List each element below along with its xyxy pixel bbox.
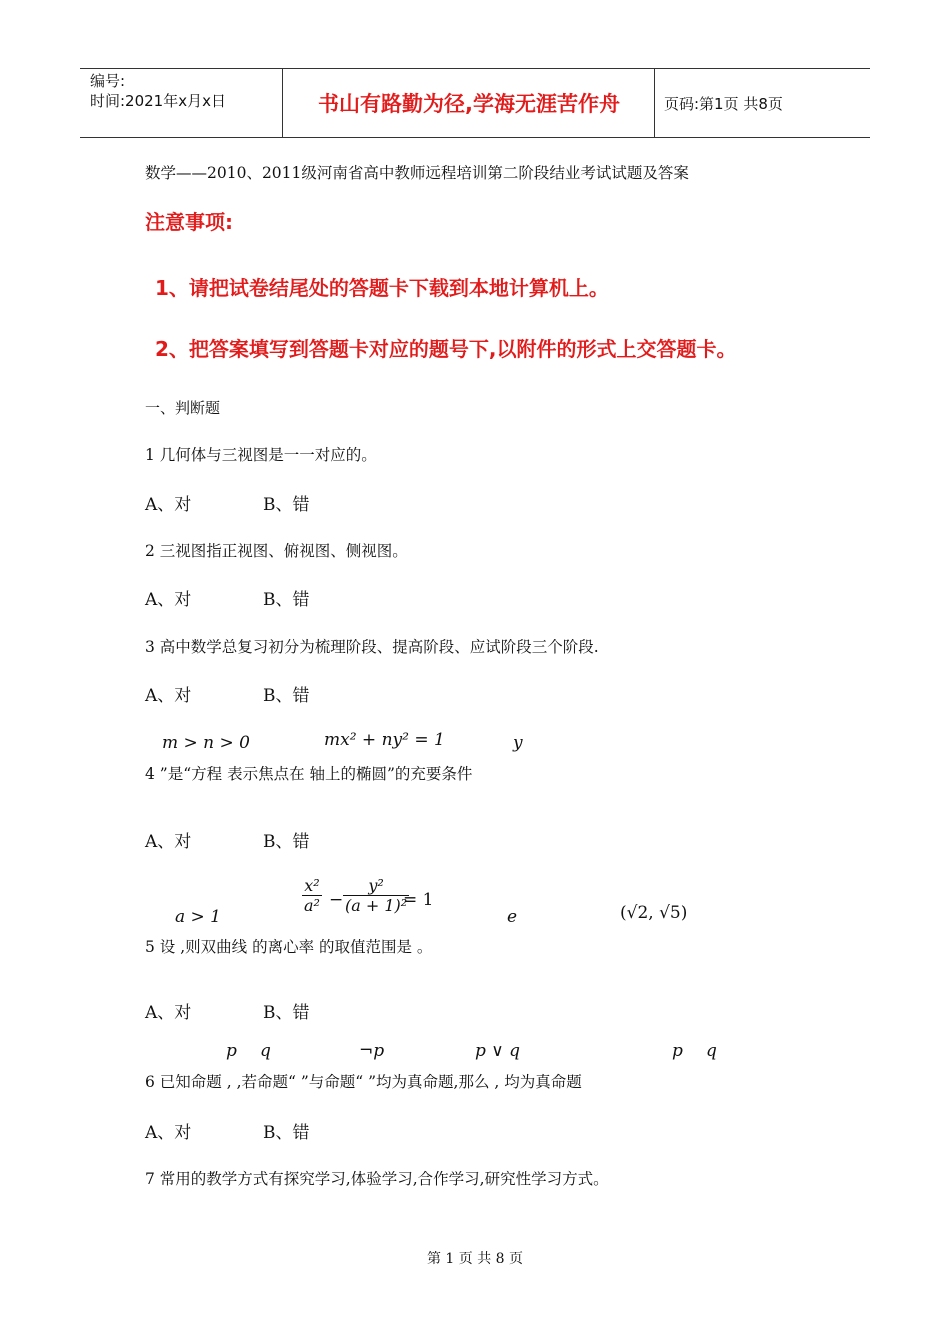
- header-table: [80, 68, 870, 138]
- q6-option-b: B、错: [263, 1123, 310, 1143]
- q5-fraction-y: [343, 876, 409, 915]
- q6-math-not-p: ¬p: [359, 1041, 385, 1061]
- header-divider-2: [654, 69, 655, 137]
- q2-option-a: A、对: [145, 590, 192, 610]
- q5-math-condition: a > 1: [175, 907, 222, 927]
- q2-option-b: B、错: [263, 590, 310, 610]
- q1-option-a: A、对: [145, 495, 192, 515]
- q6-option-a: A、对: [145, 1123, 192, 1143]
- q5-equals-one: = 1: [403, 890, 434, 910]
- q1-option-b: B、错: [263, 495, 310, 515]
- q5-math-range: (√2, √5): [620, 903, 688, 923]
- section-heading: 一、判断题: [145, 399, 221, 417]
- q4-math-equation: mx² + ny² = 1: [324, 730, 445, 750]
- number-label: 编号:: [90, 72, 126, 90]
- page-footer: 第 1 页 共 8 页: [426, 1251, 524, 1267]
- q5-option-b: B、错: [263, 1003, 310, 1023]
- q6-math-p: p: [226, 1041, 237, 1061]
- question-5: 5 设 ,则双曲线 的离心率 的取值范围是 。: [145, 938, 433, 956]
- q5-math-e: e: [507, 907, 518, 927]
- question-3: 3 高中数学总复习初分为梳理阶段、提高阶段、应试阶段三个阶段.: [145, 638, 599, 656]
- time-label: 时间:2021年x月x日: [90, 92, 226, 110]
- q5-fraction-x: [302, 876, 322, 915]
- notice-item-1: 1、请把试卷结尾处的答题卡下载到本地计算机上。: [155, 276, 609, 300]
- question-2: 2 三视图指正视图、俯视图、侧视图。: [145, 542, 408, 560]
- q5-x-numerator: x²: [302, 876, 322, 896]
- question-4: 4 ”是“方程 表示焦点在 轴上的椭圆”的充要条件: [145, 765, 473, 783]
- header-page-info: 页码:第1页 共8页: [664, 94, 783, 113]
- q6-math-p-or-q: p ∨ q: [475, 1041, 521, 1061]
- document-title: 数学——2010、2011级河南省高中教师远程培训第二阶段结业考试试题及答案: [145, 164, 689, 182]
- q3-option-a: A、对: [145, 686, 192, 706]
- q4-math-condition: m > n > 0: [162, 733, 250, 753]
- q4-math-axis: y: [513, 733, 523, 753]
- q6-math-q2: q: [706, 1041, 717, 1061]
- q3-option-b: B、错: [263, 686, 310, 706]
- q5-y-denominator: (a + 1)²: [345, 896, 408, 915]
- question-7: 7 常用的教学方式有探究学习,体验学习,合作学习,研究性学习方式。: [145, 1170, 609, 1188]
- q5-x-denominator: a²: [304, 896, 320, 915]
- header-motto: 书山有路勤为径,学海无涯苦作舟: [318, 92, 620, 116]
- q4-option-a: A、对: [145, 832, 192, 852]
- question-6: 6 已知命题 , ,若命题“ ”与命题“ ”均为真命题,那么 , 均为真命题: [145, 1073, 582, 1091]
- notice-item-2: 2、把答案填写到答题卡对应的题号下,以附件的形式上交答题卡。: [155, 337, 737, 361]
- q6-math-p2: p: [672, 1041, 683, 1061]
- q5-y-numerator: y²: [343, 876, 409, 896]
- q4-option-b: B、错: [263, 832, 310, 852]
- q6-math-q: q: [260, 1041, 271, 1061]
- q5-minus-sign: −: [329, 890, 344, 910]
- notice-heading: 注意事项:: [145, 210, 233, 234]
- header-left-cell: [90, 71, 226, 111]
- q5-option-a: A、对: [145, 1003, 192, 1023]
- question-1: 1 几何体与三视图是一一对应的。: [145, 446, 377, 464]
